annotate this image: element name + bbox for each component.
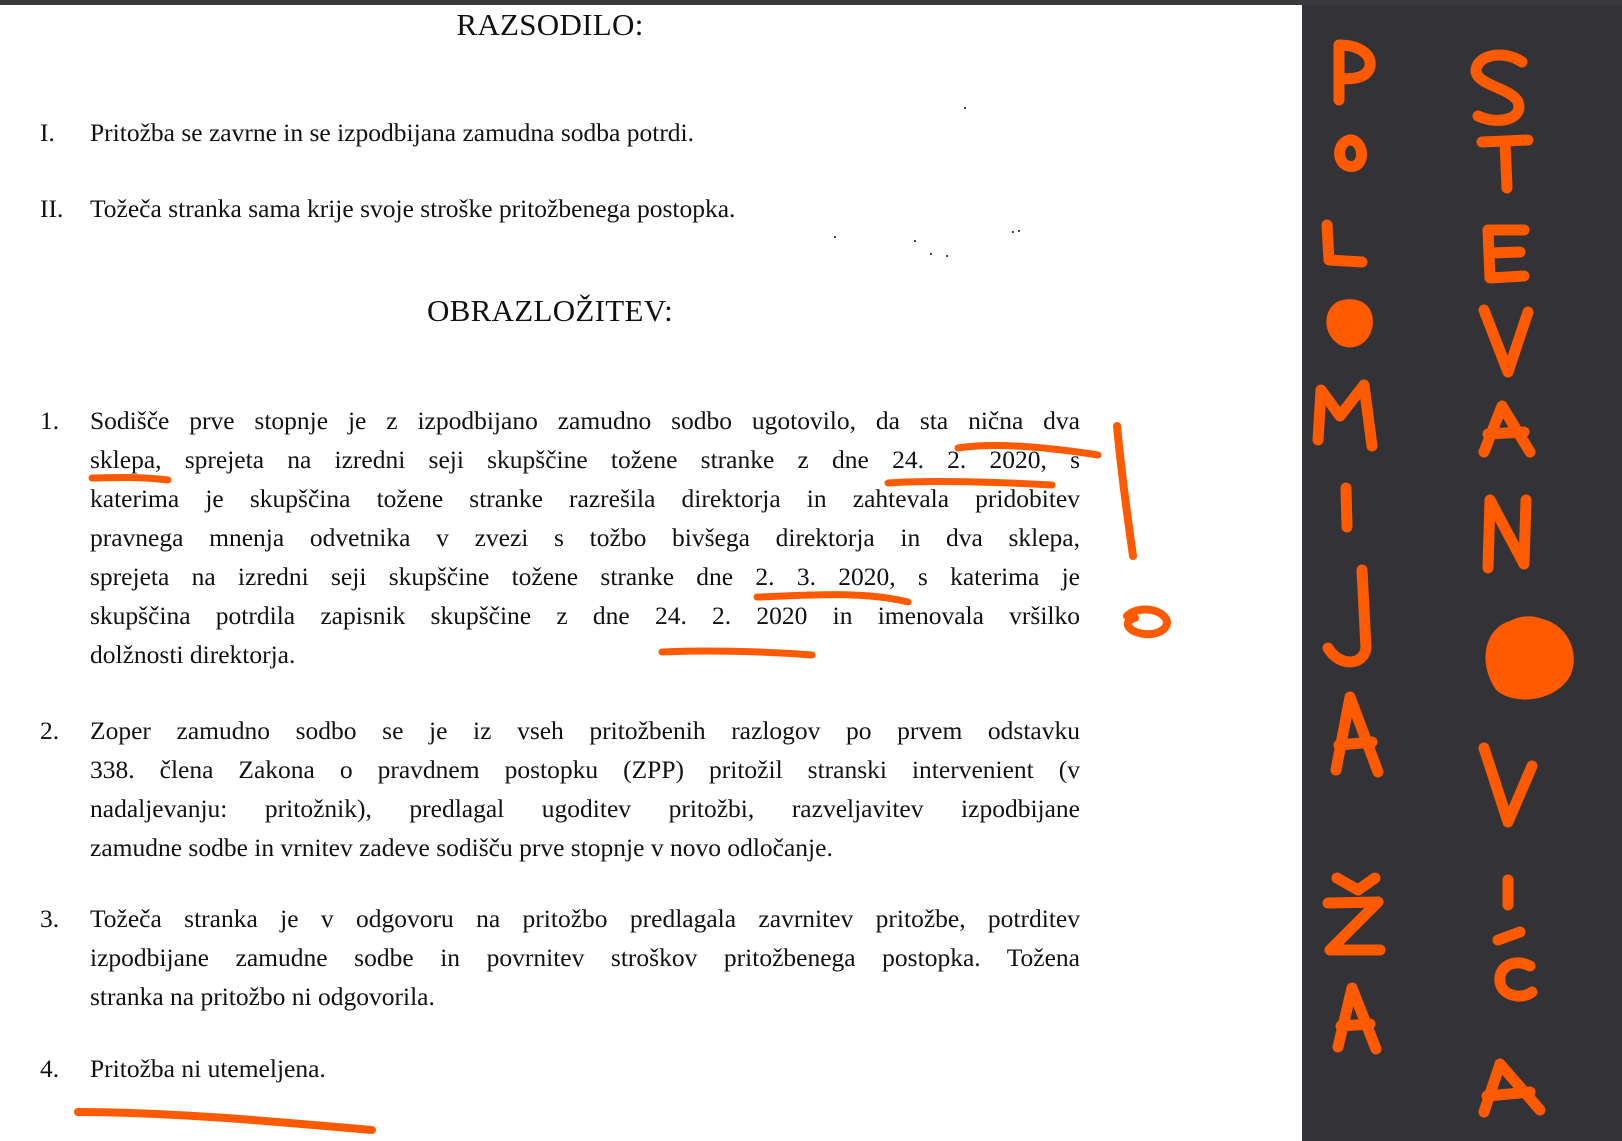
paragraph-line: sprejeta na izredni seji skupščine tožene stranke dne 2. 3. 2020, s katerima je — [90, 562, 1080, 591]
heading-ruling: RAZSODILO: — [456, 7, 644, 42]
paragraph-line: stranka na pritožbo ni odgovorila. — [90, 982, 435, 1011]
paragraph-line: zamudne sodbe in vrnitev zadeve sodišču prve stopnje v novo odločanje. — [90, 833, 833, 862]
paragraph-line: izpodbijane zamudne sodbe in povrnitev stroškov pritožbenega postopka. Tožena — [90, 943, 1080, 972]
scan-speck — [834, 236, 836, 238]
ruling-text: Tožeča stranka sama krije svoje stroške pritožbenega postopka. — [90, 194, 736, 223]
ruling-text: Pritožba se zavrne in se izpodbijana zamudna sodba potrdi. — [90, 118, 695, 147]
heading-reasoning: OBRAZLOŽITEV: — [426, 293, 674, 328]
paragraph-line: katerima je skupščina tožene stranke razrešila direktorja in zahtevala pridobitev — [90, 484, 1080, 513]
paragraph-number: 1. — [40, 406, 60, 435]
paragraph-line: dolžnosti direktorja. — [90, 640, 296, 669]
paragraph-line: pravnega mnenja odvetnika v zvezi s tožbo bivšega direktorja in dva sklepa, — [90, 523, 1080, 552]
scan-speck — [930, 253, 932, 255]
paragraph-line: Sodišče prve stopnje je z izpodbijano zamudno sodbo ugotovilo, da sta nična dva — [90, 406, 1080, 435]
scan-speck — [1018, 230, 1020, 232]
paragraph-line: nadaljevanju: pritožnik), predlagal ugoditev pritožbi, razveljavitev izpodbijane — [90, 794, 1080, 823]
paragraph-line: skupščina potrdila zapisnik skupščine z dne 24. 2. 2020 in imenovala vršilko — [90, 601, 1080, 630]
paragraph-number: 2. — [40, 716, 60, 745]
ruling-number: I. — [40, 118, 55, 147]
paragraph-line: Zoper zamudno sodbo se je iz vseh pritožbenih razlogov po prvem odstavku — [90, 716, 1080, 745]
paragraph-number: 3. — [40, 904, 60, 933]
paragraph-line: 338. člena Zakona o pravdnem postopku (ZPP) pritožil stranski intervenient (v — [90, 755, 1080, 784]
paragraph-number: 4. — [40, 1054, 60, 1083]
paragraph-line: Pritožba ni utemeljena. — [90, 1054, 326, 1083]
document-page — [0, 5, 1302, 1141]
scan-speck — [1012, 231, 1014, 233]
paragraph-line: Tožeča stranka je v odgovoru na pritožbo predlagala zavrnitev pritožbe, potrditev — [90, 904, 1080, 933]
scan-speck — [914, 240, 916, 242]
scan-speck — [964, 107, 966, 109]
scan-speck — [946, 255, 948, 257]
dark-sidebar-panel — [1302, 5, 1622, 1141]
paragraph-line: sklepa, sprejeta na izredni seji skupščine tožene stranke z dne 24. 2. 2020, s — [90, 445, 1080, 474]
ruling-number: II. — [40, 194, 64, 223]
